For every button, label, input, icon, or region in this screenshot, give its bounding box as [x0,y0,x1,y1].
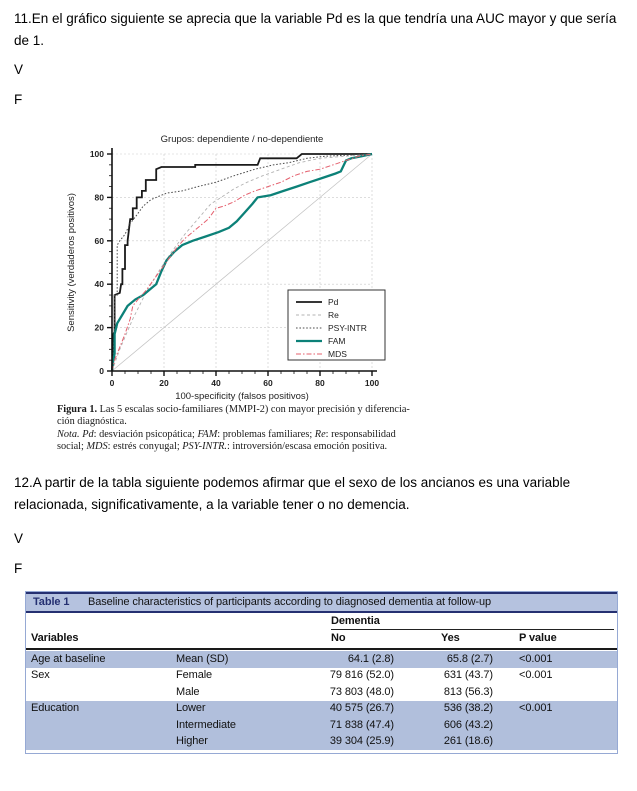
table-cell: 71 838 (47.4) [329,718,394,731]
y-axis-label: Sensitivity (verdaderos positivos) [66,193,77,332]
caption-segment: FAM [197,428,218,440]
figure-caption [57,404,537,454]
caption-segment: : problemas familiares; [217,428,315,440]
table-cell: 39 304 (25.9) [329,735,394,747]
caption-segment: : responsabilidad [325,428,396,440]
table-cell: 606 (43.2) [443,718,493,731]
caption-segment: PSY-INTR. [182,441,227,453]
roc-chart [60,126,405,410]
y-tick-label: 40 [94,279,104,290]
y-tick-label: 0 [99,366,104,376]
question-11-option-false[interactable]: F [14,92,23,107]
table-cell: 261 (18.6) [443,735,493,747]
x-tick-label: 100 [364,378,380,388]
caption-segment: Pd [82,428,94,440]
column-header-pvalue: P value [519,632,557,644]
table-cell: 536 (38.2) [443,702,493,714]
table-cell: Male [176,685,200,698]
baseline-characteristics-table [25,591,618,754]
legend-label-psy-intr: PSY-INTR [328,323,367,333]
y-tick-label: 20 [94,322,104,333]
table-body [26,651,617,750]
caption-segment: Las 5 escalas socio-familiares (MMPI-2) con mayor precisión y diferencia- [97,404,410,415]
legend-label-fam: FAM [328,336,346,346]
caption-segment: : desviación psicopática; [93,428,198,440]
table-cell: <0.001 [519,652,553,665]
y-tick-label: 80 [94,192,104,203]
table-cell: 40 575 (26.7) [329,702,394,714]
table-cell: 73 803 (48.0) [329,685,394,698]
column-header-variables: Variables [31,632,79,644]
caption-segment: Re [314,428,326,440]
question-11-text: 11.En el gráfico siguiente se aprecia que la variable Pd es la que tendría una AUC mayor y que sería de 1. [14,11,617,48]
column-header-yes: Yes [441,632,460,644]
caption-segment: MDS [86,441,108,453]
table-cell: Education [31,702,80,714]
table-cell: Sex [31,669,50,681]
table-title-bar [26,592,617,613]
table-cell: <0.001 [519,669,553,681]
caption-segment: : introversión/escasa emoción positiva. [226,441,388,453]
roc-figure [60,126,405,410]
question-11-option-true[interactable]: V [14,62,24,77]
x-tick-label: 0 [109,378,115,388]
caption-segment: social; [57,441,87,453]
table-number-label: Table 1 [33,596,70,608]
table-row [26,684,617,701]
legend-label-re: Re [328,310,339,320]
caption-segment: : estrés conyugal; [107,441,183,453]
y-tick-label: 100 [89,149,104,159]
caption-segment: ción diagnóstica. [57,416,127,428]
table-row [26,734,617,751]
question-12-option-true[interactable]: V [14,531,24,546]
question-12-option-false[interactable]: F [14,561,23,576]
table-cell: 631 (43.7) [443,669,493,681]
table-cell: Age at baseline [31,652,106,665]
figure-caption-line [57,404,537,416]
table-row [26,651,617,668]
table-row [26,668,617,685]
table-cell: Female [176,669,213,681]
table-spanner-dementia: Dementia [331,615,614,630]
x-tick-label: 60 [263,378,273,388]
table-cell: 64.1 (2.8) [347,652,394,665]
legend-label-mds: MDS [328,349,347,359]
table-cell: Lower [176,702,206,714]
table-cell: 65.8 (2.7) [446,652,493,665]
table-row [26,701,617,718]
x-axis-label: 100-specificity (falsos positivos) [175,391,309,402]
figure-caption-line [57,441,537,453]
table-title-text: Baseline characteristics of participants according to diagnosed dementia at follow-up [88,596,492,608]
x-tick-label: 20 [159,378,169,388]
caption-segment: Figura 1. [57,404,98,415]
table-cell: Higher [176,735,208,747]
caption-segment: Nota. [57,428,83,440]
table-cell: Intermediate [176,718,236,731]
chart-title: Grupos: dependiente / no-dependiente [160,134,324,145]
x-tick-label: 40 [211,378,221,388]
legend-label-pd: Pd [328,297,339,307]
x-tick-label: 80 [315,378,325,388]
figure-caption-line [57,416,537,428]
table-cell: 813 (56.3) [443,685,493,698]
table-row [26,717,617,734]
question-12-text: 12.A partir de la tabla siguiente podemos afirmar que el sexo de los ancianos es una variable relacionada, significativamente, a la variable tener o no demencia. [14,475,571,512]
column-header-no: No [331,632,346,644]
y-tick-label: 60 [94,235,104,246]
table-cell: 79 816 (52.0) [329,669,394,681]
figure-caption-line [57,429,537,441]
table-cell: <0.001 [519,702,553,714]
table-header-rule [26,648,617,650]
table-cell: Mean (SD) [176,652,229,665]
